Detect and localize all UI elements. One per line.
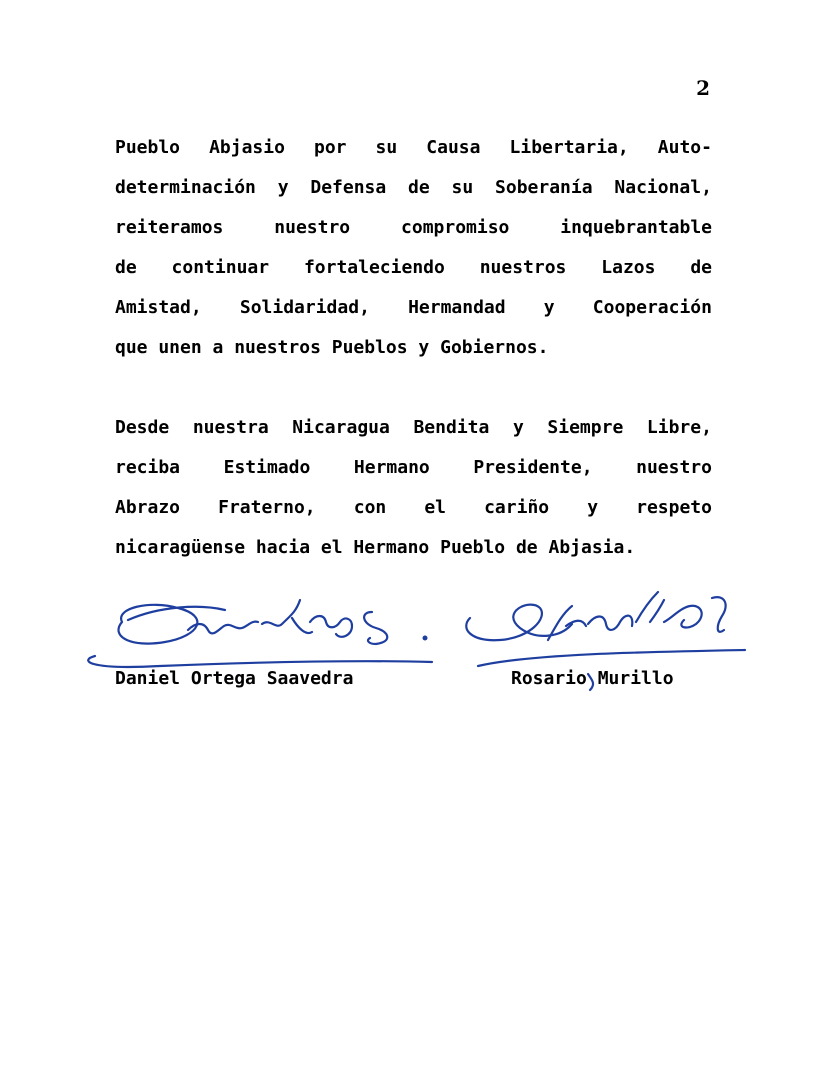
word: Cooperación	[592, 297, 712, 318]
word: y	[512, 417, 524, 438]
signatory-name-1: Daniel Ortega Saavedra	[115, 668, 354, 689]
word: el	[424, 497, 447, 518]
word: Defensa	[310, 177, 387, 198]
word: Causa	[426, 137, 481, 158]
text-line	[115, 288, 712, 328]
text-line	[115, 168, 712, 208]
text-line	[115, 448, 712, 488]
word: por	[313, 137, 347, 158]
signature-daniel-ortega	[88, 600, 432, 667]
word: que unen a nuestros Pueblos y Gobiernos.	[115, 337, 549, 358]
word: Fraterno,	[218, 497, 316, 518]
word: Desde	[115, 417, 170, 438]
text-line	[115, 208, 712, 248]
word: Lazos	[601, 257, 656, 278]
word: de	[690, 257, 712, 278]
text-line	[115, 488, 712, 528]
paragraph-2	[115, 408, 712, 568]
word: reiteramos	[115, 217, 224, 238]
word: Solidaridad,	[239, 297, 370, 318]
word: Nacional,	[614, 177, 712, 198]
word: cariño	[484, 497, 550, 518]
text-line	[115, 128, 712, 168]
word: nuestro	[636, 457, 712, 478]
page-number: 2	[696, 76, 710, 100]
word: nicaragüense hacia el Hermano Pueblo de Abjasia.	[115, 537, 636, 558]
word: Siempre	[547, 417, 624, 438]
text-line	[115, 328, 712, 368]
signatory-name-2: Rosario Murillo	[511, 668, 674, 689]
word: Amistad,	[115, 297, 202, 318]
paragraph-1	[115, 128, 712, 368]
word: nuestros	[479, 257, 567, 278]
word: Abjasio	[209, 137, 285, 158]
word: su	[451, 177, 474, 198]
word: Hermandad	[408, 297, 506, 318]
word: de	[115, 257, 137, 278]
word: su	[375, 137, 398, 158]
word: compromiso	[401, 217, 510, 238]
word: y	[543, 297, 555, 318]
word: inquebrantable	[560, 217, 712, 238]
word: Pueblo	[115, 137, 181, 158]
word: Soberanía	[495, 177, 593, 198]
text-line	[115, 528, 712, 568]
word: Libre,	[646, 417, 712, 438]
word: respeto	[636, 497, 712, 518]
word: y	[587, 497, 599, 518]
word: Hermano	[353, 457, 430, 478]
word: reciba	[115, 457, 181, 478]
word: determinación	[115, 177, 256, 198]
word: y	[277, 177, 289, 198]
word: Libertaria,	[509, 137, 629, 158]
word: Nicaragua	[292, 417, 390, 438]
text-line	[115, 248, 712, 288]
text-line	[115, 408, 712, 448]
word: Bendita	[413, 417, 490, 438]
word: fortaleciendo	[303, 257, 445, 278]
word: Abrazo	[115, 497, 181, 518]
word: nuestra	[192, 417, 269, 438]
word: continuar	[171, 257, 270, 278]
word: de	[408, 177, 430, 198]
word: Auto-	[657, 137, 712, 158]
word: Estimado	[223, 457, 311, 478]
word: nuestro	[274, 217, 351, 238]
word: con	[353, 497, 387, 518]
word: Presidente,	[473, 457, 593, 478]
